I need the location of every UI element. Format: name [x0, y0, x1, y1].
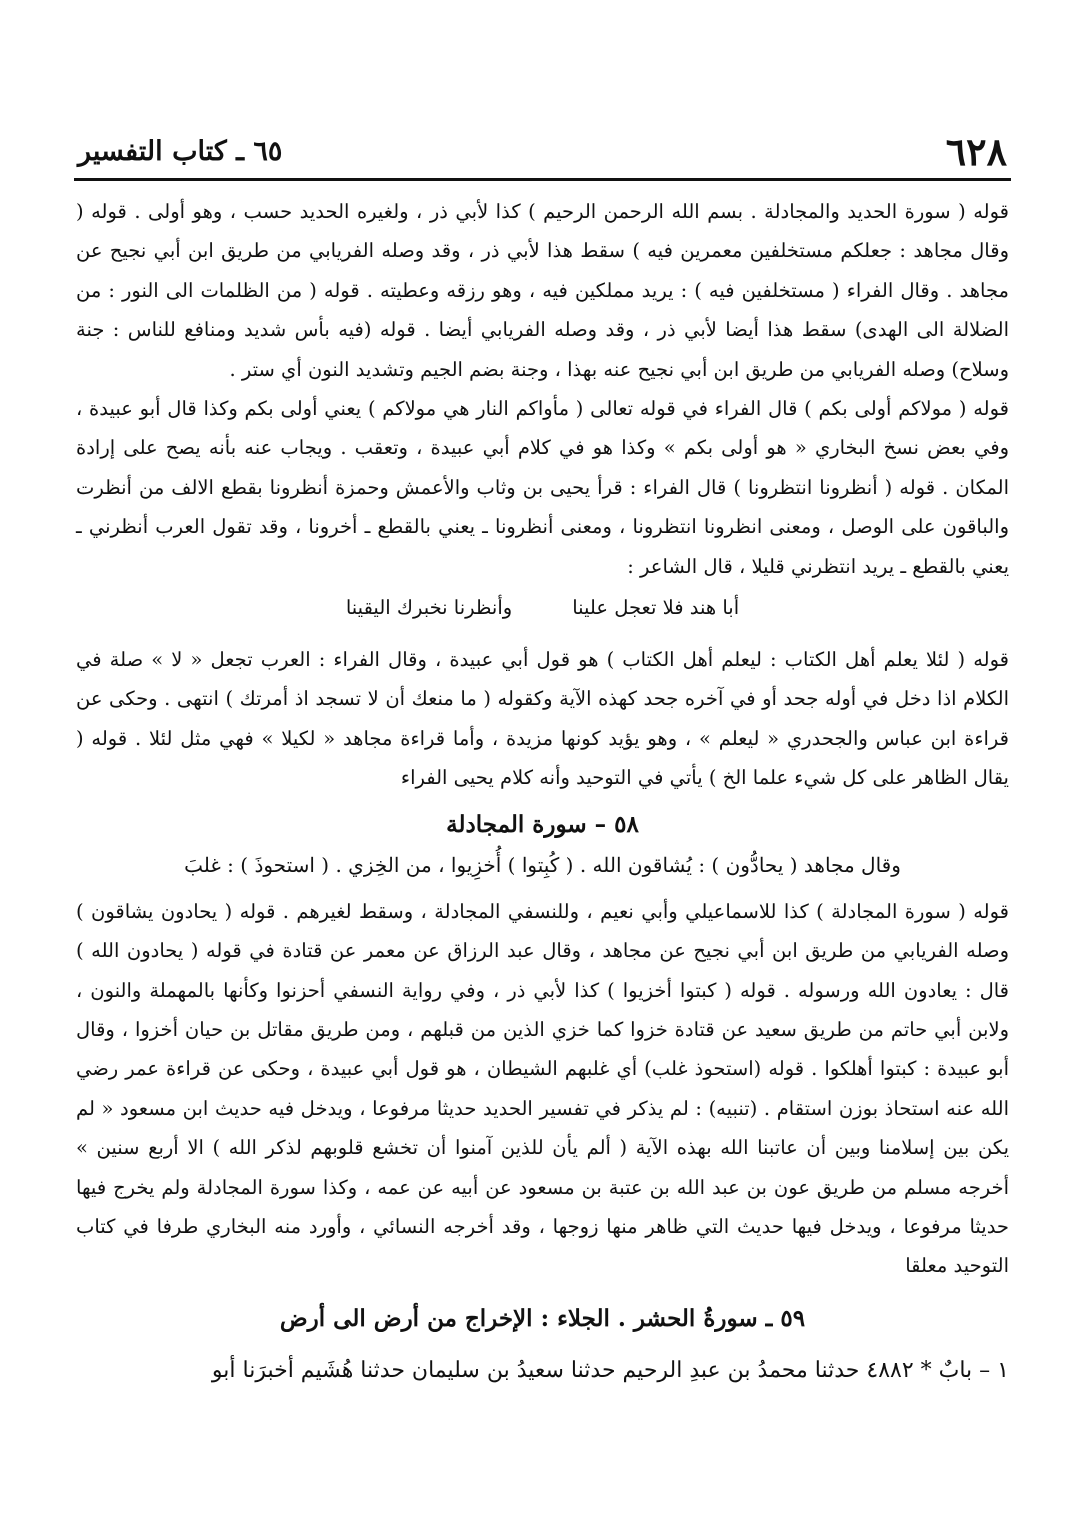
page-body: [76, 192, 1009, 1392]
verse-hemistich: وأنظرنا نخبرك اليقينا: [345, 596, 513, 620]
commentary-paragraph: قوله ( مولاكم أولى بكم ) قال الفراء في قوله تعالى ( مأواكم النار هي مولاكم ) يعني أولى بكم وكذا قال أبو عبيدة ، وفي بعض نسخ البخاري « هو أولى بكم » وكذا هو في كلام أبي عبيدة ، وتعقب . ويجاب عنه بأنه يصح على إرادة المكان . قوله ( أنظرونا انتظرونا ) قال الفراء : قرأ يحيى بن وثاب والأعمش وحمزة أنظرونا بقطع الالف من أنظرت والباقون على الوصل ، ومعنى انظرونا انتظرونا ، ومعنى أنظرونا ـ يعني بالقطع ـ أخرونا ، وقد تقول العرب أنظرني ـ يعني بالقطع ـ يريد انتظرني قليلا ، قال الشاعر :: [76, 397, 1009, 578]
header-rule: [74, 178, 1011, 181]
chapter-hadith-line: ١ – بابٌ * ٤٨٨٢ حدثنا محمدُ بن عبدِ الرحيم حدثنا سعيدُ بن سليمان حدثنا هُشَيم أخبرَنا أبو: [211, 1357, 1009, 1383]
poetry-verse: [76, 588, 1009, 628]
section-gloss: وقال مجاهد ( يحادُّون ) : يُشاقون الله . ( كُبِتوا ) أُخزِيوا ، من الخِزي . ( استحوذَ ) : غلبَ: [184, 852, 901, 877]
section-heading: ٥٨ – سورة المجادلة: [446, 810, 639, 838]
page-header: [78, 128, 1007, 176]
commentary-paragraph: قوله ( سورة المجادلة ) كذا للاسماعيلي وأبي نعيم ، وللنسفي المجادلة ، وسقط لغيرهم . قوله ( يحادون يشاقون ) وصله الفريابي من طريق ابن أبي نجيح عن مجاهد ، وقال عبد الرزاق عن معمر عن قتادة في قوله ( يحادون الله ) قال : يعادون الله ورسوله . قوله ( كبتوا أخزيوا ) كذا لأبي ذر ، وفي رواية النسفي أحزنوا وكأنها بالمهملة والنون ، ولابن أبي حاتم من طريق سعيد عن قتادة خزوا كما خزي الذين من قبلهم ، ومن طريق مقاتل بن حيان أخزوا ، وقال أبو عبيدة : كبتوا أهلكوا . قوله (استحوذ غلب) أي غلبهم الشيطان ، هو قول أبي عبيدة ، وحكى عن قراءة عمر رضي الله عنه استحاذ بوزن استقام . (تنبيه) : لم يذكر في تفسير الحديد حديثا مرفوعا ، ويدخل فيه حديث ابن مسعود « لم يكن بين إسلامنا وبين أن عاتبنا الله بهذه الآية ( ألم يأن للذين آمنوا أن تخشع قلوبهم لذكر الله ) الا أربع سنين » أخرجه مسلم من طريق عون بن عبد الله بن عتبة بن مسعود عن أبيه عن عمه ، وكذا سورة المجادلة ولم يخرج فيها حديثا مرفوعا ، ويدخل فيها حديث التي ظاهر منها زوجها ، وقد أخرجه النسائي ، وأورد منه البخاري طرفا في كتاب التوحيد معلقا: [76, 899, 1009, 1278]
commentary-paragraph: قوله ( لئلا يعلم أهل الكتاب : ليعلم أهل الكتاب ) هو قول أبي عبيدة ، وقال الفراء : العرب تجعل « لا » صلة في الكلام اذا دخل في أوله جحد أو في آخره جحد كهذه الآية وكقوله ( ما منعك أن لا تسجد اذ أمرتك ) انتهى . وحكى عن قراءة ابن عباس والجحدري « ليعلم » ، وهو يؤيد كونها مزيدة ، وأما قراءة مجاهد « لكيلا » فهي مثل لئلا . قوله ( يقال الظاهر على كل شيء علما الخ ) يأتي في التوحيد وأنه كلام يحيى الفراء: [76, 648, 1009, 790]
running-title: ٦٥ ـ كتاب التفسير: [78, 136, 283, 167]
commentary-paragraph: قوله ( سورة الحديد والمجادلة . بسم الله الرحمن الرحيم ) كذا لأبي ذر ، ولغيره الحديد حسب ، وهو أولى . قوله ( وقال مجاهد : جعلكم مستخلفين معمرين فيه ) سقط هذا لأبي ذر ، وقد وصله الفريابي من طريق ابن أبي نجيح عن مجاهد . وقال الفراء ( مستخلفين فيه ) : يريد مملكين فيه ، وهو رزقه وعطيته . قوله ( من الظلمات الى النور : من الضلالة الى الهدى) سقط هذا أيضا لأبي ذر ، وقد وصله الفريابي أيضا . قوله (فيه بأس شديد ومنافع للناس : جنة وسلاح) وصله الفريابي من طريق ابن أبي نجيح عنه بهذا ، وجنة بضم الجيم وتشديد النون أي ستر .: [76, 200, 1009, 381]
verse-hemistich: أبا هند فلا تعجل علينا: [572, 596, 740, 620]
section-heading: ٥٩ ـ سورةُ الحشر . الجلاء : الإخراج من أرض الى أرض: [279, 1304, 806, 1332]
page-number: ٦٢٨: [945, 129, 1007, 174]
